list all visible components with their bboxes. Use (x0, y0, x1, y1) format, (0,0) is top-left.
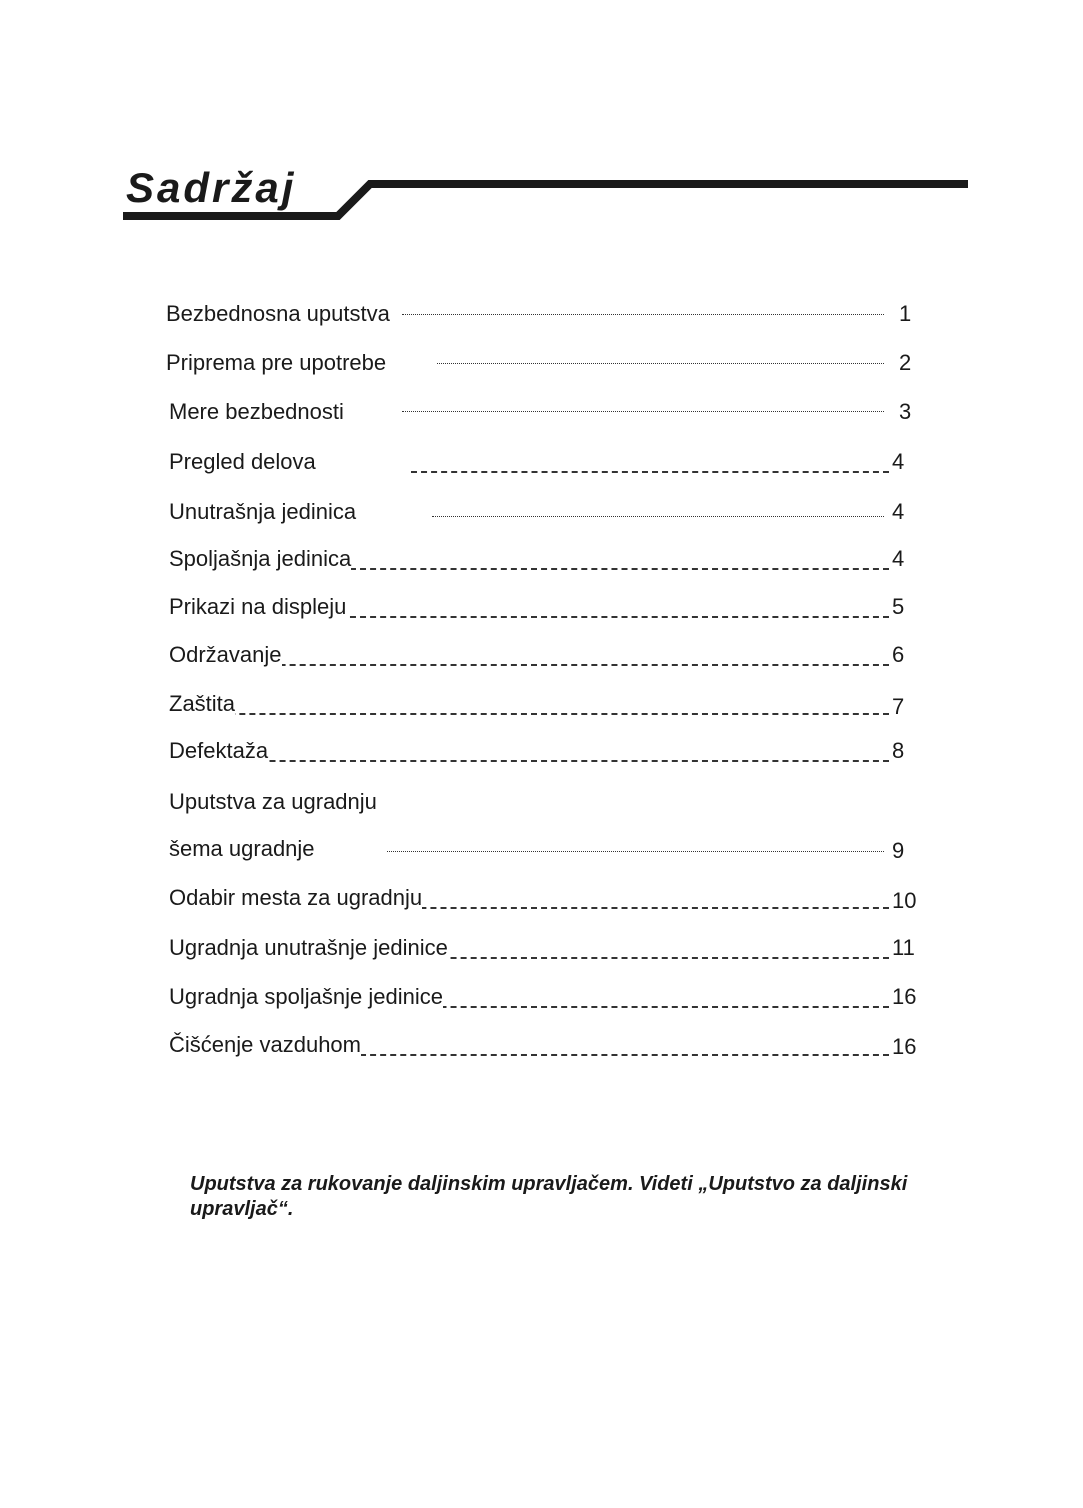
toc-entry-label: Prikazi na displeju (169, 594, 347, 619)
toc-entry-label: Unutrašnja jedinica (169, 499, 357, 524)
toc-entry (166, 301, 926, 331)
toc-entry-label: Čišćenje vazduhom (169, 1032, 361, 1057)
toc-entry (169, 984, 929, 1014)
dash-leader (179, 760, 889, 762)
dot-leader (402, 314, 884, 315)
toc-section-heading (169, 789, 929, 819)
dash-leader (179, 664, 889, 666)
toc-entry (169, 642, 929, 672)
dot-leader (387, 851, 884, 852)
toc-entry (169, 935, 929, 965)
toc-entry-page: 7 (892, 694, 905, 719)
toc-entry-page: 5 (892, 594, 905, 619)
remote-control-note: Uputstva za rukovanje daljinskim upravljačem. Videti „Uputstvo za daljinski upravljač“. (190, 1173, 908, 1220)
toc-entry (169, 738, 929, 768)
toc-entry (169, 1032, 929, 1062)
toc-entry-page: 10 (892, 888, 917, 913)
toc-entry-label: Priprema pre upotrebe (166, 350, 387, 375)
toc-entry (169, 594, 929, 624)
toc-entry-label: Mere bezbednosti (169, 399, 344, 424)
header (0, 0, 1083, 240)
toc-entry (169, 399, 929, 429)
toc-entry-label: Zaštita (169, 691, 236, 716)
toc-entry-page: 11 (892, 935, 915, 960)
toc-entry-label: šema ugradnje (169, 836, 315, 861)
toc-entry-label: Spoljašnja jedinica (169, 546, 352, 571)
toc-entry (169, 546, 929, 576)
dot-leader (437, 363, 884, 364)
toc-entry-page: 6 (892, 642, 905, 667)
toc-entry-page: 8 (892, 738, 905, 763)
toc-entry-page: 3 (899, 399, 912, 424)
toc-entry-page: 16 (892, 984, 917, 1009)
toc-entry-label: Održavanje (169, 642, 282, 667)
toc-entry (169, 499, 929, 529)
toc-entry (169, 691, 929, 721)
toc-entry-label: Odabir mesta za ugradnju (169, 885, 423, 910)
dash-leader (179, 713, 889, 715)
toc-entry-page: 4 (892, 499, 905, 524)
dot-leader (432, 516, 884, 517)
toc-entry-page: 16 (892, 1034, 917, 1059)
toc-entry (169, 885, 929, 915)
toc-entry-label: Ugradnja unutrašnje jedinice (169, 935, 448, 960)
dot-leader (402, 411, 884, 412)
toc-entry (166, 350, 926, 380)
toc-entry-label: Defektaža (169, 738, 269, 763)
toc-entry-page: 9 (892, 838, 905, 863)
toc-entry (169, 836, 929, 866)
toc-entry-label: Uputstva za ugradnju (169, 789, 377, 814)
toc-entry (169, 449, 929, 479)
toc-entry-page: 4 (892, 546, 905, 571)
toc-entry-label: Bezbednosna uputstva (166, 301, 390, 326)
toc-entry-page: 1 (899, 301, 912, 326)
toc-entry-label: Ugradnja spoljašnje jedinice (169, 984, 443, 1009)
dash-leader (411, 471, 889, 473)
toc-entry-page: 2 (899, 350, 912, 375)
page-title: Sadržaj (126, 164, 297, 211)
toc-entry-page: 4 (892, 449, 905, 474)
toc-entry-label: Pregled delova (169, 449, 316, 474)
